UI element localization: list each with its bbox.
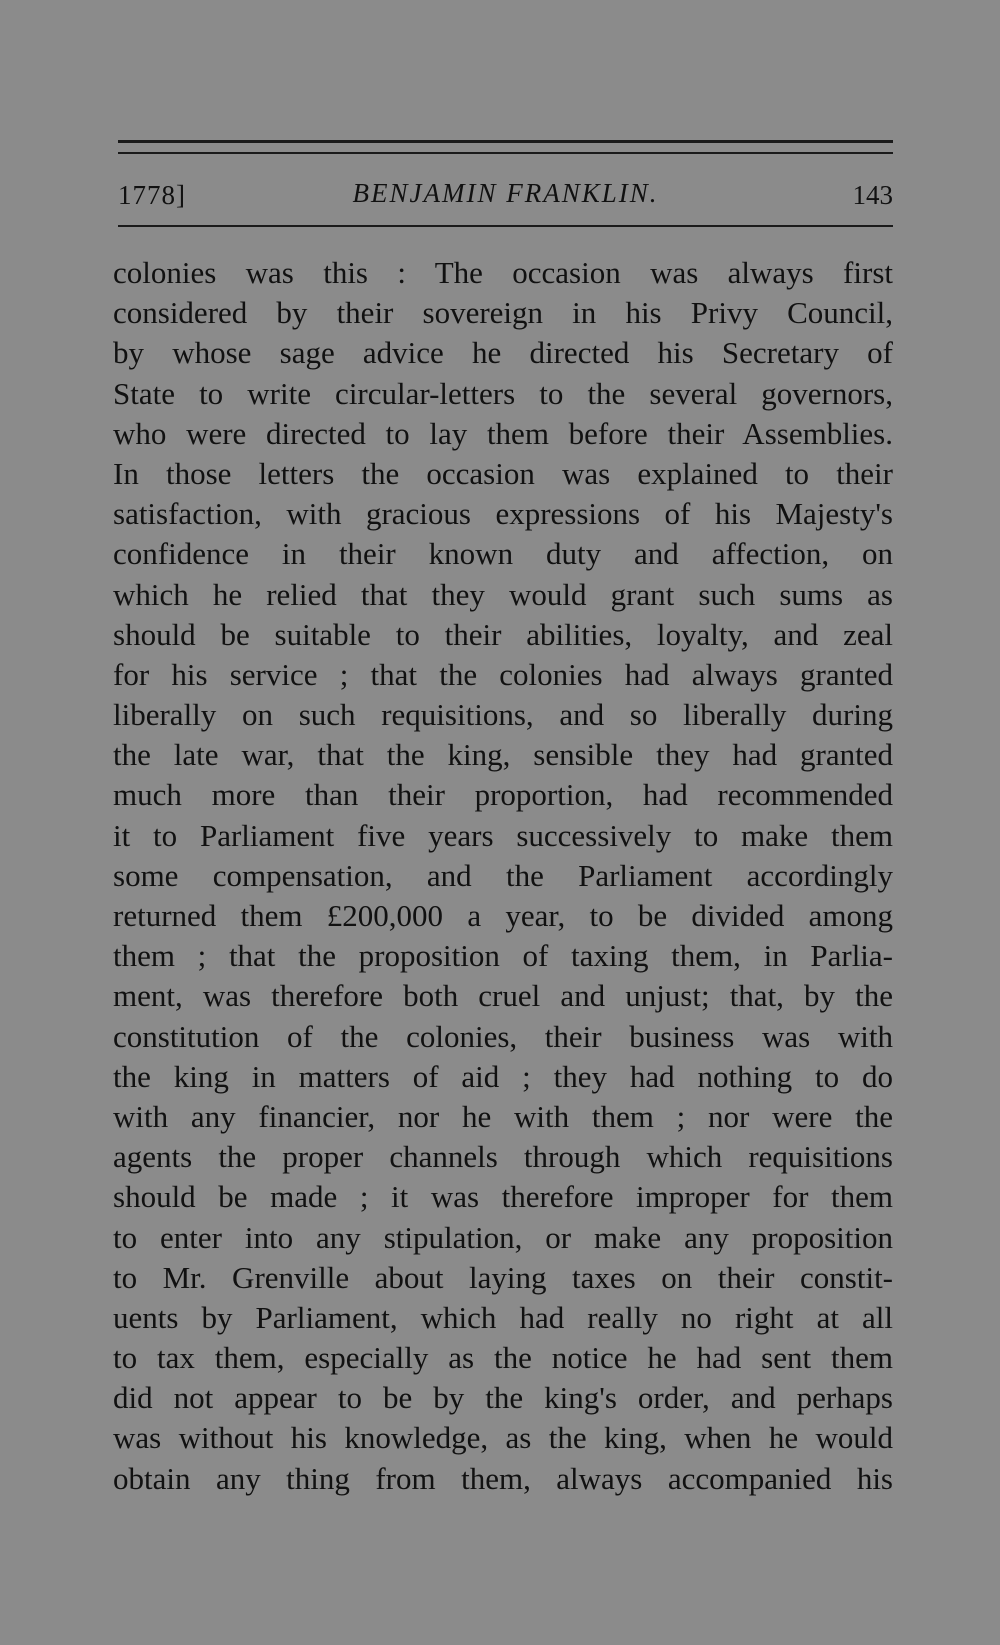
text-line: to Mr. Grenville about laying taxes on their constit- bbox=[113, 1259, 893, 1295]
header-rule-bottom bbox=[118, 225, 893, 227]
text-line: to enter into any stipulation, or make any proposition bbox=[113, 1219, 893, 1255]
text-line: who were directed to lay them before their Assemblies. bbox=[113, 415, 893, 451]
text-line: satisfaction, with gracious expressions of his Majesty's bbox=[113, 496, 893, 532]
header-rule-second bbox=[118, 152, 893, 154]
text-line: State to write circular-letters to the several governors, bbox=[113, 375, 893, 411]
page-body bbox=[113, 253, 893, 1499]
text-line: the late war, that the king, sensible they had granted bbox=[113, 737, 893, 773]
text-line: confidence in their known duty and affection, on bbox=[113, 536, 893, 572]
text-line: considered by their sovereign in his Privy Council, bbox=[113, 295, 893, 331]
text-line: which he relied that they would grant such sums as bbox=[113, 576, 893, 612]
text-line: for his service ; that the colonies had always granted bbox=[113, 656, 893, 692]
text-line: the king in matters of aid ; they had nothing to do bbox=[113, 1058, 893, 1094]
text-line: ment, was therefore both cruel and unjust; that, by the bbox=[113, 978, 893, 1014]
page-number: 143 bbox=[852, 180, 893, 210]
text-line: In those letters the occasion was explained to their bbox=[113, 455, 893, 491]
text-line: with any financier, nor he with them ; nor were the bbox=[113, 1098, 893, 1134]
text-line: it to Parliament five years successively to make them bbox=[113, 817, 893, 853]
text-line: constitution of the colonies, their business was with bbox=[113, 1018, 893, 1054]
text-line: by whose sage advice he directed his Secretary of bbox=[113, 335, 893, 371]
text-line: liberally on such requisitions, and so liberally during bbox=[113, 697, 893, 733]
running-header bbox=[118, 178, 893, 218]
text-line: some compensation, and the Parliament accordingly bbox=[113, 857, 893, 893]
text-line: uents by Parliament, which had really no right at all bbox=[113, 1299, 893, 1335]
text-line: should be suitable to their abilities, loyalty, and zeal bbox=[113, 616, 893, 652]
text-line: did not appear to be by the king's order, and perhaps bbox=[113, 1380, 893, 1416]
header-rule-top bbox=[118, 140, 893, 143]
header-title: BENJAMIN FRANKLIN. bbox=[352, 178, 659, 208]
header-year: 1778] bbox=[118, 180, 186, 210]
text-line: was without his knowledge, as the king, when he would bbox=[113, 1420, 893, 1456]
text-line: returned them £200,000 a year, to be divided among bbox=[113, 898, 893, 933]
text-line: to tax them, especially as the notice he had sent them bbox=[113, 1340, 893, 1376]
text-line: them ; that the proposition of taxing them, in Parlia- bbox=[113, 938, 893, 974]
text-line: agents the proper channels through which requisitions bbox=[113, 1139, 893, 1175]
text-line: much more than their proportion, had recommended bbox=[113, 777, 893, 813]
text-line: colonies was this : The occasion was always first bbox=[113, 255, 893, 290]
text-line: should be made ; it was therefore improper for them bbox=[113, 1179, 893, 1215]
text-line: obtain any thing from them, always accompanied his bbox=[113, 1460, 893, 1496]
